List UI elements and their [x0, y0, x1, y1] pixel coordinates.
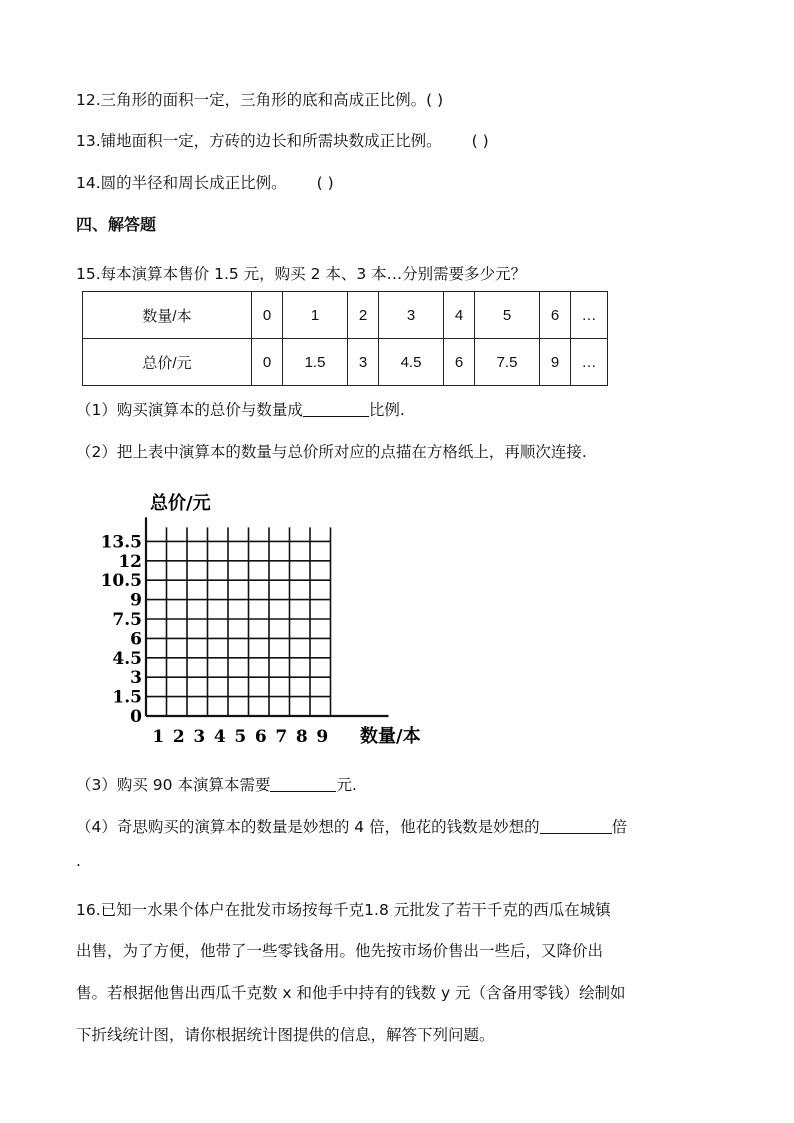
- y-tick-label: 1.5: [112, 687, 142, 708]
- sub-question-2: （2）把上表中演算本的数量与总价所对应的点描在方格纸上，再顺次连接.: [76, 443, 587, 461]
- table-cell: 2: [348, 292, 379, 339]
- table-cell: 1: [283, 292, 348, 339]
- table-row-label: 数量/本: [83, 292, 252, 339]
- x-tick-label: 9: [316, 727, 329, 747]
- sub-question-3-text: （3）购买 90 本演算本需要: [76, 776, 271, 794]
- question-12-text: 12.三角形的面积一定，三角形的底和高成正比例。: [76, 91, 427, 109]
- sub-question-3-suffix: 元.: [336, 776, 357, 794]
- answer-parentheses[interactable]: ( ): [316, 174, 334, 192]
- y-tick-label: 6: [130, 629, 142, 650]
- question-13: [76, 129, 489, 151]
- sub-question-3: [76, 773, 357, 795]
- table-cell: 0: [252, 339, 283, 386]
- table-row-label: 总价/元: [83, 339, 252, 386]
- y-tick-label: 4.5: [112, 648, 142, 669]
- answer-blank[interactable]: [303, 415, 369, 417]
- x-tick-label: 8: [295, 727, 308, 747]
- y-tick-label: 13.5: [100, 532, 142, 553]
- y-tick-label: 9: [130, 590, 142, 611]
- y-tick-label: 10.5: [100, 571, 142, 592]
- answer-parentheses[interactable]: ( ): [471, 132, 489, 150]
- question-14: [76, 171, 334, 193]
- table-cell: 6: [540, 292, 571, 339]
- table-cell: 9: [540, 339, 571, 386]
- sub-question-1-text: （1）购买演算本的总价与数量成: [76, 401, 303, 419]
- price-table: [82, 291, 608, 386]
- sub-question-4-suffix: 倍: [611, 818, 628, 836]
- table-cell: 1.5: [283, 339, 348, 386]
- question-16-line-4: 下折线统计图，请你根据统计图提供的信息，解答下列问题。: [76, 1026, 495, 1044]
- question-16-line-2: 出售，为了方便，他带了一些零钱备用。他先按市场价售出一些后，又降价出: [76, 942, 604, 960]
- sub-question-4-period: .: [76, 852, 81, 870]
- y-tick-label: 7.5: [112, 610, 142, 630]
- x-axis-label: 数量/本: [360, 726, 421, 747]
- y-tick-label: 12: [118, 551, 142, 572]
- answer-blank[interactable]: [270, 790, 336, 792]
- x-tick-labels: [152, 727, 328, 747]
- x-tick-label: 6: [254, 727, 267, 747]
- table-cell: 3: [348, 339, 379, 386]
- table-cell: 5: [475, 292, 540, 339]
- x-tick-label: 1: [152, 727, 165, 747]
- answer-parentheses[interactable]: ( ): [426, 91, 444, 109]
- section-heading: 四、解答题: [76, 215, 157, 234]
- table-row: [83, 292, 608, 339]
- table-cell: 3: [379, 292, 444, 339]
- grid-paper-graph: [80, 485, 440, 753]
- x-tick-label: 4: [213, 727, 226, 747]
- question-13-text: 13.铺地面积一定，方砖的边长和所需块数成正比例。: [76, 132, 442, 150]
- table-cell: …: [571, 292, 608, 339]
- question-16-line-1: 16.已知一水果个体户在批发市场按每千克1.8 元批发了若干千克的西瓜在城镇: [76, 901, 611, 919]
- table-cell: 6: [444, 339, 475, 386]
- answer-blank[interactable]: [540, 832, 612, 834]
- question-15-text: 15.每本演算本售价 1.5 元，购买 2 本、3 本…分别需要多少元？: [76, 265, 527, 283]
- table-cell: 4: [444, 292, 475, 339]
- question-12: [76, 88, 443, 110]
- table-cell: 4.5: [379, 339, 444, 386]
- table-cell: 0: [252, 292, 283, 339]
- sub-question-4-text: （4）奇思购买的演算本的数量是妙想的 4 倍，他花的钱数是妙想的: [76, 818, 540, 836]
- y-tick-label: 0: [130, 707, 142, 727]
- grid-lines: [146, 517, 389, 716]
- x-tick-label: 3: [193, 727, 206, 747]
- y-tick-labels: [101, 532, 143, 727]
- x-tick-label: 7: [275, 727, 288, 747]
- question-16-line-3: 售。若根据他售出西瓜千克数 x 和他手中持有的钱数 y 元（含备用零钱）绘制如: [76, 984, 626, 1002]
- x-tick-label: 5: [234, 727, 247, 747]
- question-14-text: 14.圆的半径和周长成正比例。: [76, 174, 287, 192]
- sub-question-4: [76, 815, 627, 837]
- table-cell: 7.5: [475, 339, 540, 386]
- y-axis-label: 总价/元: [150, 493, 211, 514]
- sub-question-1: [76, 398, 405, 420]
- sub-question-1-suffix: 比例.: [368, 401, 405, 419]
- y-tick-label: 3: [130, 668, 142, 689]
- table-cell: …: [571, 339, 608, 386]
- table-row: [83, 339, 608, 386]
- x-tick-label: 2: [172, 727, 185, 747]
